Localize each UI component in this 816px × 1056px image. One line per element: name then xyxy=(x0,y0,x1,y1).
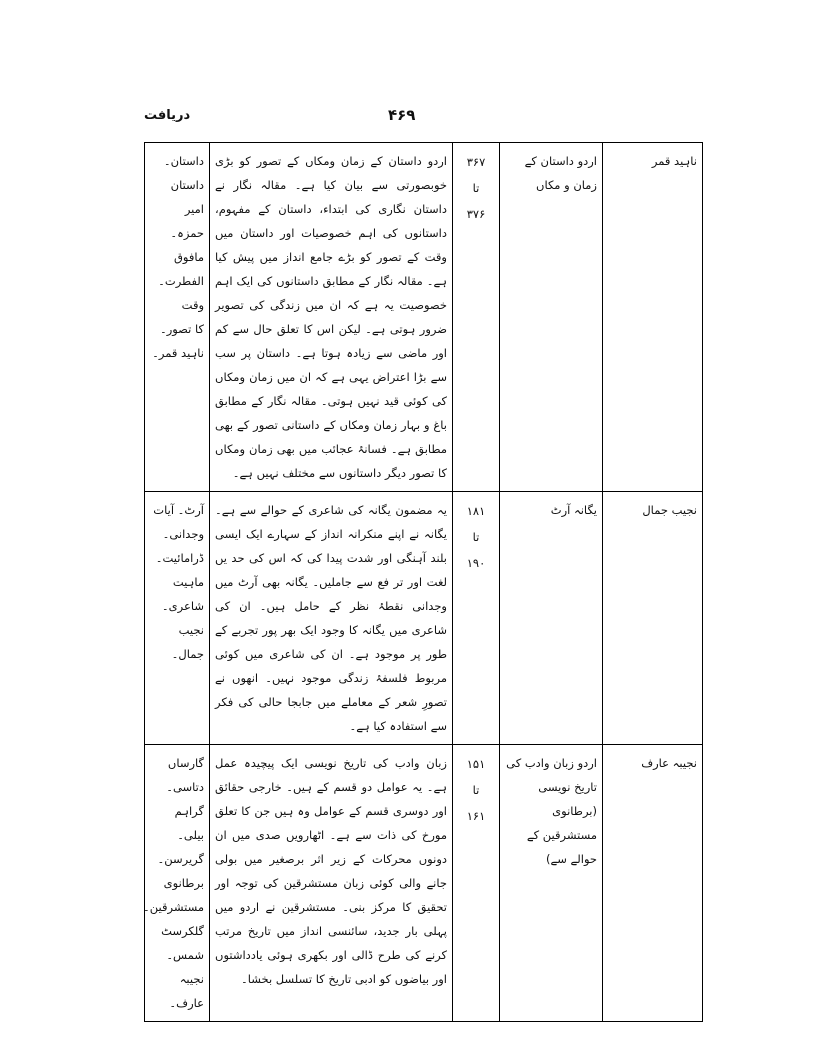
journal-name: دریافت xyxy=(144,108,191,123)
keyword: آرٹ۔ آیات xyxy=(153,503,204,517)
keyword: داستان امیر xyxy=(170,178,204,216)
pages-cell xyxy=(453,492,500,745)
pages-cell xyxy=(453,745,500,1022)
summary-cell: زبان وادب کی تاریخ نویسی ایک پیچیدہ عمل ہے۔ یہ عوامل دو قسم کے ہیں۔ خارجی حقائق اور دوسری قسم کے عوامل وہ ہیں جن کا تعلق مورخ کی ذات سے ہے۔ اٹھارویں صدی میں ان دونوں محرکات کے زیر اثر برصغیر میں بولی جانے والی کوئی زبان مستشرقین کی توجہ اور تحقیق کا مرکز بنی۔ مستشرقین نے اردو میں پہلی بار جدید، سائنسی انداز میں تاریخ مرتب کرنے کی طرح ڈالی اور بکھری ہوئی یادداشتوں اور بیاضوں کو ادبی تاریخ کا تسلسل بخشا۔ xyxy=(210,745,453,1022)
page-to: ۳۷۶ xyxy=(466,207,486,221)
summary-cell: اردو داستان کے زمان ومکاں کے تصور کو بڑی خوبصورتی سے بیان کیا ہے۔ مقالہ نگار نے داستان نگاری کی ابتداء، داستان کے مفہوم، داستانوں کی اہم خصوصیات اور داستان میں وقت کے تصور کو بڑے جامع انداز میں پیش کیا ہے۔ مقالہ نگار کے مطابق داستانوں کی ایک اہم خصوصیت یہ ہے کہ ان میں زندگی کی تصویر ضرور ہوتی ہے۔ لیکن اس کا تعلق حال سے کم اور ماضی سے زیادہ ہوتا ہے۔ داستان پر سب سے بڑا اعتراض یہی ہے کہ ان میں زمان ومکاں کی کوئی قید نہیں ہوتی۔ مقالہ نگار کے مطابق باغ و بہار زمان ومکاں کے داستانی تصور کے بھی مطابق ہے۔ فسانۂ عجائب میں بھی زمان ومکاں کا تصور دیگر داستانوں سے مختلف نہیں ہے۔ xyxy=(210,143,453,492)
summary-cell: یہ مضمون یگانہ کی شاعری کے حوالے سے ہے۔ یگانہ نے اپنے منکرانہ انداز کے سہارے ایک ایسی بلند آہنگی اور شدت پیدا کی کہ اس کی حد یں لغت اور تر فع سے جاملیں۔ یگانہ بھی آرٹ میں وجدانی نقطۂ نظر کے حامل ہیں۔ ان کی شاعری میں یگانہ کا وجود ایک بھر پور تجربے کے طور پر موجود ہے۔ ان کی شاعری میں کوئی مربوط فلسفۂ زندگی موجود نہیں۔ انھوں نے تصورِ شعر کے معاملے میں جابجا حالی کی فکر سے استفادہ کیا ہے۔ xyxy=(210,492,453,745)
title-cell: اردو داستان کے زمان و مکاں xyxy=(500,143,603,492)
pages-cell xyxy=(453,143,500,492)
keyword: نجیب جمال۔ xyxy=(171,623,204,661)
title-cell: اردو زبان وادب کی تاریخ نویسی (برطانوی مستشرقین کے حوالے سے) xyxy=(500,745,603,1022)
page-from: ۱۵۱ xyxy=(466,757,486,771)
title-cell: یگانہ آرٹ xyxy=(500,492,603,745)
page-separator: تا xyxy=(472,181,480,195)
keyword: ماہیت شاعری۔ xyxy=(161,575,204,613)
page-from: ۱۸۱ xyxy=(466,504,486,518)
author-cell: ناہید قمر xyxy=(603,143,703,492)
keywords-cell xyxy=(145,143,210,492)
page-header xyxy=(144,108,672,132)
keyword: نجیبہ عارف۔ xyxy=(169,972,204,1010)
author-cell: نجیبہ عارف xyxy=(603,745,703,1022)
keyword: ڈرامائیت۔ xyxy=(155,551,204,565)
keyword: گریرسن۔ xyxy=(157,852,204,866)
page-separator: تا xyxy=(472,530,480,544)
keyword: گراہم بیلی۔ xyxy=(174,804,204,842)
keyword: مستشرقین۔ xyxy=(143,900,204,914)
keyword: گارساں دتاسی۔ xyxy=(166,756,204,794)
table-row xyxy=(145,492,703,745)
keyword: گلکرسٹ شمس۔ xyxy=(161,924,204,962)
keyword: کا تصور۔ xyxy=(159,322,204,336)
table-row xyxy=(145,143,703,492)
page-to: ۱۹۰ xyxy=(466,556,486,570)
page-to: ۱۶۱ xyxy=(466,809,486,823)
index-table xyxy=(144,142,703,1022)
keywords-cell xyxy=(145,745,210,1022)
page-separator: تا xyxy=(472,783,480,797)
keywords-cell xyxy=(145,492,210,745)
keyword: حمزہ۔ مافوق xyxy=(170,226,204,264)
page-number: ۴۶۹ xyxy=(388,106,416,124)
keyword: ناہید قمر۔ xyxy=(152,346,204,360)
keyword: داستان۔ xyxy=(163,154,204,168)
page-from: ۳۶۷ xyxy=(466,155,486,169)
keyword: الفطرت۔ وقت xyxy=(158,274,204,312)
keyword: وجدانی۔ xyxy=(162,527,204,541)
table-row xyxy=(145,745,703,1022)
author-cell: نجیب جمال xyxy=(603,492,703,745)
keyword: برطانوی xyxy=(163,876,204,890)
